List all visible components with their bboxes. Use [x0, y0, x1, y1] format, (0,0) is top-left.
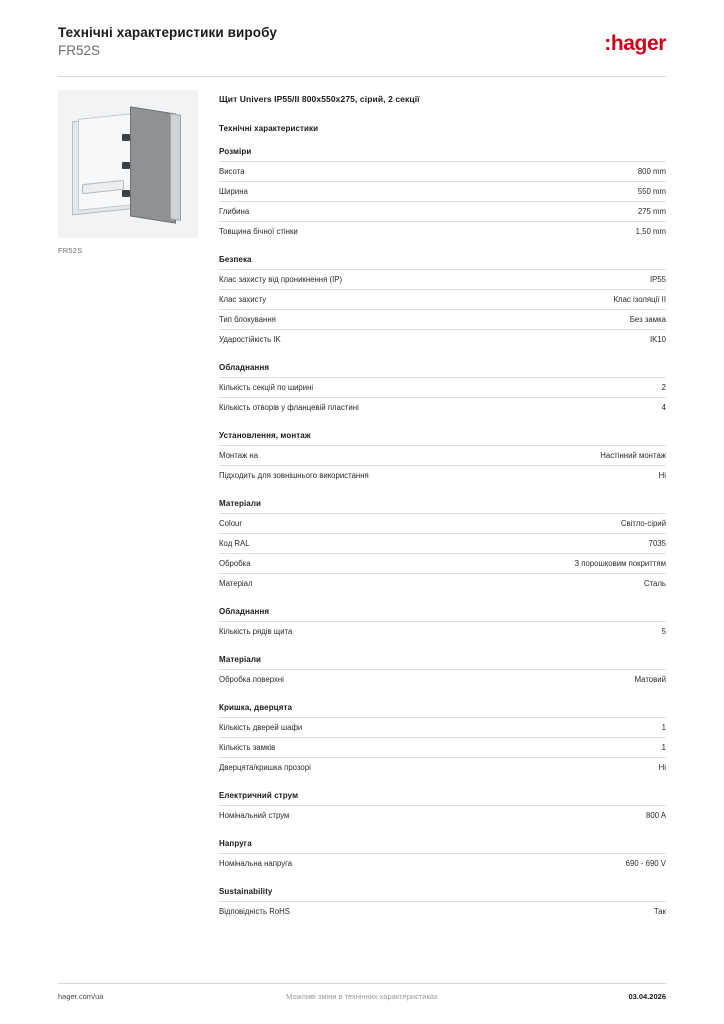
spec-row-value: Настінний монтаж [600, 450, 666, 460]
spec-row-value: 4 [661, 402, 666, 412]
spec-row-value: 800 mm [637, 166, 666, 176]
spec-group-heading: Матеріали [219, 499, 262, 508]
product-image-block [58, 90, 198, 255]
spec-row [219, 181, 666, 201]
spec-row-label: Кількість дверей шафи [219, 722, 303, 732]
spec-row-value: Світло-сірий [620, 518, 666, 528]
spec-row [219, 717, 666, 737]
spec-group-heading: Обладнання [219, 607, 270, 616]
spec-group [219, 607, 666, 641]
logo-colon-icon: : [604, 32, 611, 55]
spec-row-value: 1 [661, 722, 666, 732]
spec-row-label: Colour [219, 518, 242, 528]
specification-heading: Технічні характеристики [219, 124, 319, 133]
spec-group [219, 363, 666, 417]
spec-row-label: Монтаж на [219, 450, 259, 460]
page-header [58, 24, 666, 68]
spec-row [219, 269, 666, 289]
spec-row-value: Клас ізоляції II [613, 294, 666, 304]
header-divider [58, 76, 666, 77]
spec-row [219, 737, 666, 757]
spec-row-value: Ні [658, 470, 666, 480]
spec-row-value: IP55 [649, 274, 666, 284]
spec-row [219, 513, 666, 533]
logo-text: hager [610, 32, 666, 55]
spec-row-label: Глибина [219, 206, 250, 216]
spec-row [219, 553, 666, 573]
footer-divider [58, 983, 666, 984]
spec-group-heading: Напруга [219, 839, 252, 848]
spec-row-value: Сталь [643, 578, 666, 588]
spec-row [219, 533, 666, 553]
spec-group-heading: Розміри [219, 147, 252, 156]
spec-group-heading: Електричний струм [219, 791, 299, 800]
spec-row-label: Ширина [219, 186, 248, 196]
spec-row [219, 201, 666, 221]
spec-row [219, 221, 666, 241]
spec-row-value: Ні [658, 762, 666, 772]
enclosure-hinge-icon [122, 134, 130, 141]
spec-row-label: Обробка [219, 558, 251, 568]
spec-row-value: Так [653, 906, 666, 916]
spec-row-value: 800 A [646, 810, 666, 820]
spec-row-value: IK10 [649, 334, 666, 344]
spec-row-label: Клас захисту [219, 294, 267, 304]
spec-group [219, 839, 666, 873]
spec-row-value: З порошковим покриттям [574, 558, 666, 568]
enclosure-door-edge-shape [170, 113, 181, 221]
spec-row-label: Номінальна напруга [219, 858, 293, 868]
enclosure-hinge-icon [122, 190, 130, 197]
specification-panel [219, 94, 666, 921]
spec-row-value: Без замка [629, 314, 666, 324]
spec-group [219, 431, 666, 485]
spec-row-value: 1,50 mm [635, 226, 666, 236]
spec-row [219, 289, 666, 309]
spec-row [219, 669, 666, 689]
spec-row-label: Ударостійкість IK [219, 334, 281, 344]
product-photo [58, 90, 198, 238]
spec-row-value: Матовий [634, 674, 666, 684]
spec-group [219, 887, 666, 921]
spec-row-label: Відповідність RoHS [219, 906, 290, 916]
spec-row-value: 690 - 690 V [625, 858, 666, 868]
spec-row-label: Клас захисту від проникнення (IP) [219, 274, 343, 284]
spec-row-label: Кількість замків [219, 742, 276, 752]
spec-group [219, 255, 666, 349]
spec-row-value: 550 mm [637, 186, 666, 196]
spec-row-label: Обробка поверхні [219, 674, 284, 684]
specification-groups [219, 147, 666, 921]
spec-row [219, 309, 666, 329]
spec-row-value: 7035 [648, 538, 666, 548]
page-title: Технічні характеристики виробу [58, 25, 277, 40]
spec-row-label: Код RAL [219, 538, 250, 548]
spec-row-label: Кількість секцій по ширині [219, 382, 314, 392]
spec-group [219, 791, 666, 825]
spec-group [219, 147, 666, 241]
spec-group [219, 499, 666, 593]
spec-row [219, 465, 666, 485]
spec-row-label: Підходить для зовнішнього використання [219, 470, 369, 480]
product-image-caption: FR52S [58, 246, 83, 255]
spec-row-label: Висота [219, 166, 245, 176]
spec-row-label: Номінальний струм [219, 810, 290, 820]
spec-row [219, 397, 666, 417]
spec-row [219, 901, 666, 921]
spec-row [219, 445, 666, 465]
footer-date: 03.04.2026 [628, 992, 666, 1001]
spec-row [219, 377, 666, 397]
spec-row-label: Кількість рядів щита [219, 626, 293, 636]
spec-row-value: 5 [661, 626, 666, 636]
spec-group-heading: Кришка, дверцята [219, 703, 293, 712]
spec-group [219, 703, 666, 777]
spec-group-heading: Sustainability [219, 887, 273, 896]
hager-logo [604, 32, 666, 56]
spec-group-heading: Обладнання [219, 363, 270, 372]
spec-group-heading: Матеріали [219, 655, 262, 664]
spec-row [219, 853, 666, 873]
spec-row [219, 161, 666, 181]
spec-group-heading: Безпека [219, 255, 252, 264]
spec-row-label: Товщина бічної стінки [219, 226, 298, 236]
spec-row-label: Кількість отворів у фланцевій пластині [219, 402, 359, 412]
spec-row-label: Матеріал [219, 578, 253, 588]
page-footer [58, 992, 666, 1006]
spec-row-label: Тип блокування [219, 314, 276, 324]
spec-row [219, 805, 666, 825]
enclosure-hinge-icon [122, 162, 130, 169]
spec-row-label: Дверцята/кришка прозорі [219, 762, 311, 772]
spec-row-value: 1 [661, 742, 666, 752]
spec-row-value: 275 mm [637, 206, 666, 216]
spec-row [219, 329, 666, 349]
spec-row-value: 2 [661, 382, 666, 392]
spec-row [219, 621, 666, 641]
spec-group-heading: Установлення, монтаж [219, 431, 311, 440]
spec-row [219, 573, 666, 593]
spec-row [219, 757, 666, 777]
footer-website-link[interactable]: hager.com/ua [58, 992, 104, 1001]
product-reference: FR52S [58, 43, 101, 58]
footer-disclaimer: Можливі зміни в технічних характеристиках [286, 992, 438, 1001]
product-name: Щит Univers IP55/II 800x550x275, сірий, 2 секції [219, 94, 420, 104]
spec-group [219, 655, 666, 689]
